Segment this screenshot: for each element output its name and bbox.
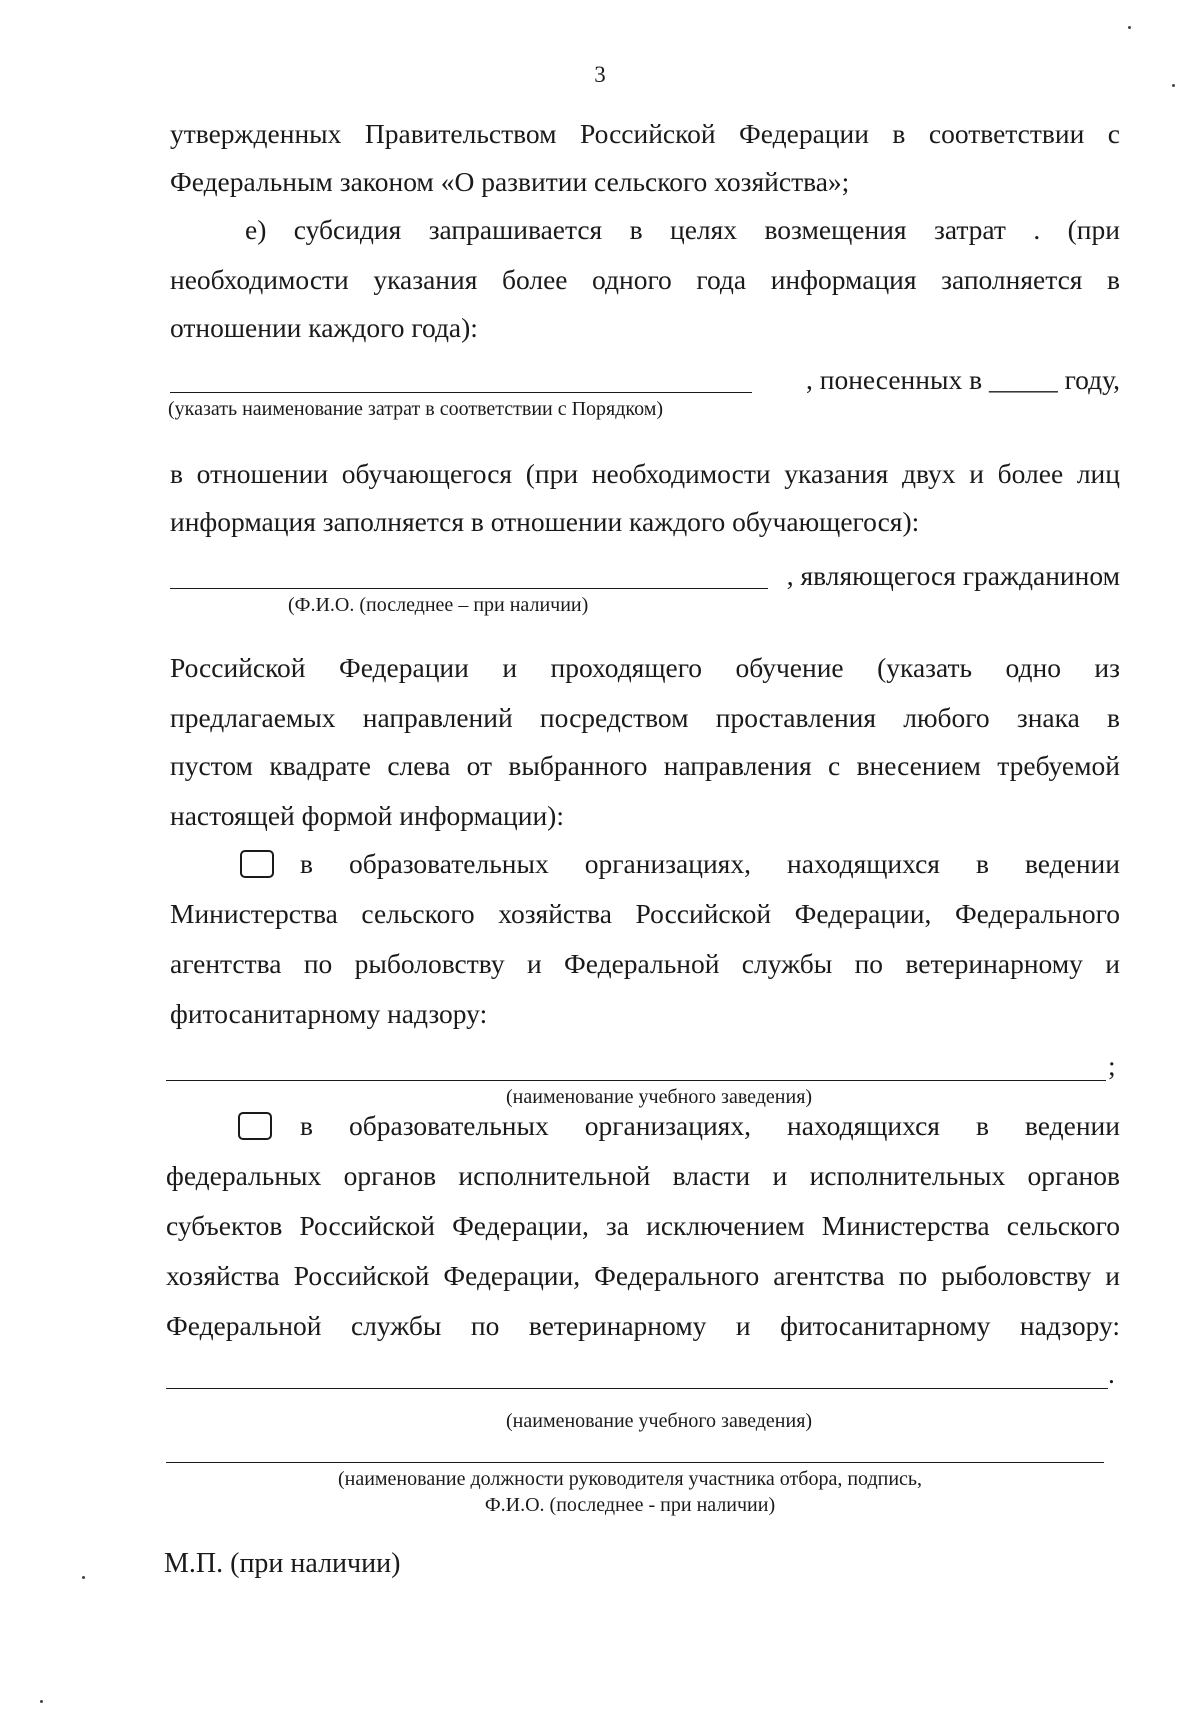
cost-field-suffix: , понесенных в _____ году, bbox=[805, 364, 1120, 395]
option-1-caption: (наименование учебного заведения) bbox=[506, 1086, 813, 1108]
option-2-line: федеральных органов исполнительной власти и исполнительных органов bbox=[166, 1160, 1120, 1191]
option-2-caption: (наименование учебного заведения) bbox=[506, 1410, 813, 1432]
option-2-line: хозяйства Российской Федерации, Федерального агентства по рыболовству и bbox=[166, 1260, 1120, 1291]
option-2-line: Федеральной службы по ветеринарному и фитосанитарному надзору: bbox=[166, 1310, 1120, 1341]
signature-field[interactable] bbox=[166, 1462, 1104, 1463]
scan-speck bbox=[1128, 26, 1131, 29]
option-1-field-end: ; bbox=[1108, 1050, 1116, 1081]
option-1-line: фитосанитарному надзору: bbox=[170, 998, 488, 1029]
scan-speck bbox=[1172, 84, 1175, 87]
paragraph-line: информация заполняется в отношении каждого обучающегося): bbox=[170, 506, 920, 537]
paragraph-line: в отношении обучающегося (при необходимости указания двух и более лиц bbox=[170, 458, 1120, 489]
signature-caption-line: (наименование должности руководителя участника отбора, подпись, bbox=[337, 1468, 923, 1490]
paragraph-line: необходимости указания более одного года информация заполняется в bbox=[170, 264, 1120, 295]
option-2-checkbox[interactable] bbox=[238, 1112, 272, 1140]
paragraph-line: предлагаемых направлений посредством проставления любого знака в bbox=[170, 702, 1120, 733]
stamp-label: М.П. (при наличии) bbox=[164, 1548, 401, 1579]
option-1-institution-field[interactable] bbox=[166, 1080, 1106, 1081]
cost-name-field[interactable] bbox=[170, 392, 752, 393]
option-2-institution-field[interactable] bbox=[166, 1388, 1108, 1389]
option-1-line: агентства по рыболовству и Федеральной службы по ветеринарному и bbox=[170, 948, 1120, 979]
page-number: 3 bbox=[594, 62, 606, 87]
paragraph-line: Федеральным законом «О развитии сельского хозяйства»; bbox=[170, 166, 850, 197]
option-2-line: субъектов Российской Федерации, за исключением Министерства сельского bbox=[166, 1210, 1120, 1241]
paragraph-line: Российской Федерации и проходящего обучение (указать одно из bbox=[170, 652, 1120, 683]
scan-speck bbox=[82, 1576, 85, 1579]
option-2-line: в образовательных организациях, находящихся в ведении bbox=[300, 1110, 1120, 1141]
paragraph-line: е) субсидия запрашивается в целях возмещения затрат . (при bbox=[245, 214, 1120, 245]
cost-field-caption: (указать наименование затрат в соответствии с Порядком) bbox=[168, 398, 664, 420]
name-field-caption: (Ф.И.О. (последнее – при наличии) bbox=[288, 594, 589, 616]
scan-speck bbox=[40, 1700, 43, 1703]
student-name-field[interactable] bbox=[170, 588, 768, 589]
paragraph-line: отношении каждого года): bbox=[170, 312, 478, 343]
option-1-line: Министерства сельского хозяйства Российской Федерации, Федерального bbox=[170, 898, 1120, 929]
paragraph-line: пустом квадрате слева от выбранного направления с внесением требуемой bbox=[170, 750, 1120, 781]
signature-caption-line: Ф.И.О. (последнее - при наличии) bbox=[484, 1494, 776, 1516]
option-1-line: в образовательных организациях, находящихся в ведении bbox=[300, 848, 1120, 879]
paragraph-line: настоящей формой информации): bbox=[170, 800, 564, 831]
option-1-checkbox[interactable] bbox=[240, 850, 274, 878]
name-field-suffix: , являющегося гражданином bbox=[786, 560, 1120, 591]
paragraph-line: утвержденных Правительством Российской Федерации в соответствии с bbox=[170, 118, 1120, 149]
option-2-field-end: . bbox=[1108, 1358, 1115, 1389]
